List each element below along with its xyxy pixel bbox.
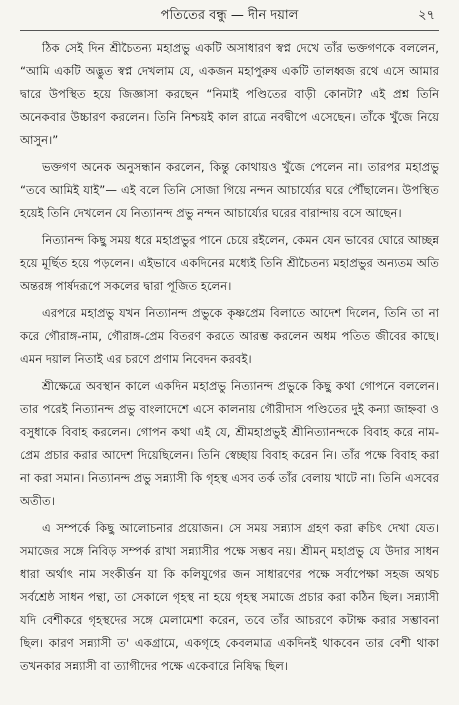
body-text: [20, 37, 439, 678]
paragraph-6: এ সম্পর্কে কিছু আলোচনার প্রয়োজন। সে সময় সন্ন্যাস গ্রহণ করা ক্বচিৎ দেখা যেত। সমাজের সঙ্গে নিবিড় সম্পর্ক রাখা সন্ন্যাসীর পক্ষে সম্ভব নয়। শ্রীমন্ মহাপ্রভু যে উদার সাধন ধারা অর্থাৎ নাম সংকীর্ত্তন যা কি কলিযুগের জন সাধারণের পক্ষে সর্বাপেক্ষা সহজ অথচ সর্বশ্রেষ্ঠ সাধন পন্থা, তা সেকালে গৃহস্থ না হয়ে গৃহস্থ সমাজে প্রচার করা কঠিন ছিল। সন্ন্যাসী যদি বেশীকরে গৃহস্থদের সঙ্গে মেলামেশা করেন, তবে তাঁর আচরণে কটাক্ষ করার সম্ভাবনা ছিল। কারণ সন্ন্যাসী ত' একগ্রামে, একগৃহে কেবলমাত্র একদিনই থাকবেন তার বেশী থাকা তখনকার সন্ন্যাসী বা ত্যাগীদের পক্ষে একেবারে নিষিদ্ধ ছিল।: [20, 521, 439, 673]
paragraph-2: ভক্তগণ অনেক অনুসন্ধান করলেন, কিন্তু কোথায়ও খুঁজে পেলেন না। তারপর মহাপ্রভু “তবে আমিই যাই”— এই বলে তিনি সোজা গিয়ে নন্দন আচার্য্যের ঘরে পৌঁছালেন। উপস্থিত হয়েই তিনি দেখলেন যে নিত্যানন্দ প্রভু নন্দন আচার্য্যের ঘরের বারান্দায় বসে আছেন।: [20, 160, 439, 220]
paragraph-1: ঠিক সেই দিন শ্রীচৈতন্য মহাপ্রভু একটি অসাধারণ স্বপ্ন দেখে তাঁর ভক্তগণকে বললেন, “আমি একটি অদ্ভুত স্বপ্ন দেখলাম যে, একজন মহাপুরুষ একটি তালধ্বজ রথে এসে আমার দ্বারে উপস্থিত হয়ে জিজ্ঞাসা করছেন “নিমাই পণ্ডিতের বাড়ী কোনটা? এই প্রশ্ন তিনি অনেকবার উচ্চারণ করলেন। তিনি নিশ্চয়ই কাল রাত্রে নবদ্বীপে এসেছেন। তাঁকে খুঁজে নিয়ে আসুন।”: [20, 41, 439, 147]
running-header: [20, 6, 439, 31]
paragraph-5: শ্রীক্ষেত্রে অবস্থান কালে একদিন মহাপ্রভু নিত্যানন্দ প্রভুকে কিছু কথা গোপনে বললেন। তার পরেই নিত্যানন্দ প্রভু বাংলাদেশে এসে কালনায় গৌরীদাস পণ্ডিতের দুই কন্যা জাহ্নবা ও বসুধাকে বিবাহ করলেন। গোপন কথা এই যে, শ্রীমহাপ্রভুই শ্রীনিত্যানন্দকে বিবাহ করে নাম-প্রেম প্রচার করার আদেশ দিয়েছিলেন। তিনি স্বেচ্ছায় বিবাহ করেন নি। তাঁর পক্ষে বিবাহ করা না করা সমান। নিত্যানন্দ প্রভু সন্ন্যাসী কি গৃহস্থ এসব তর্ক তাঁর বেলায় খাটে না। তিনি এসবের অতীত।: [20, 379, 439, 508]
running-title: পতিতের বন্ধু — দীন দয়াল: [160, 8, 299, 23]
paragraph-4: এরপরে মহাপ্রভু যখন নিত্যানন্দ প্রভুকে কৃষ্ণপ্রেম বিলাতে আদেশ দিলেন, তিনি তা না করে গৌরাঙ্গ-নাম, গৌরাঙ্গ-প্রেম বিতরণ করতে আরম্ভ করলেন অধম পতিত জীবের কাছে। এমন দয়াল নিতাই এর চরণে প্রণাম নিবেদন করবই।: [20, 306, 439, 366]
paragraph-3: নিত্যানন্দ কিছু সময় ধরে মহাপ্রভুর পানে চেয়ে রইলেন, কেমন যেন ভাবের ঘোরে আচ্ছন্ন হয়ে মূর্ছিত হয়ে পড়লেন। এইভাবে একদিনের মধ্যেই তিনি শ্রীচৈতন্য মহাপ্রভুর অন্যতম অতি অন্তরঙ্গ পার্ষদরূপে সকলের দ্বারা পূজিত হলেন।: [20, 233, 439, 293]
page-number: ২৭: [418, 8, 435, 23]
